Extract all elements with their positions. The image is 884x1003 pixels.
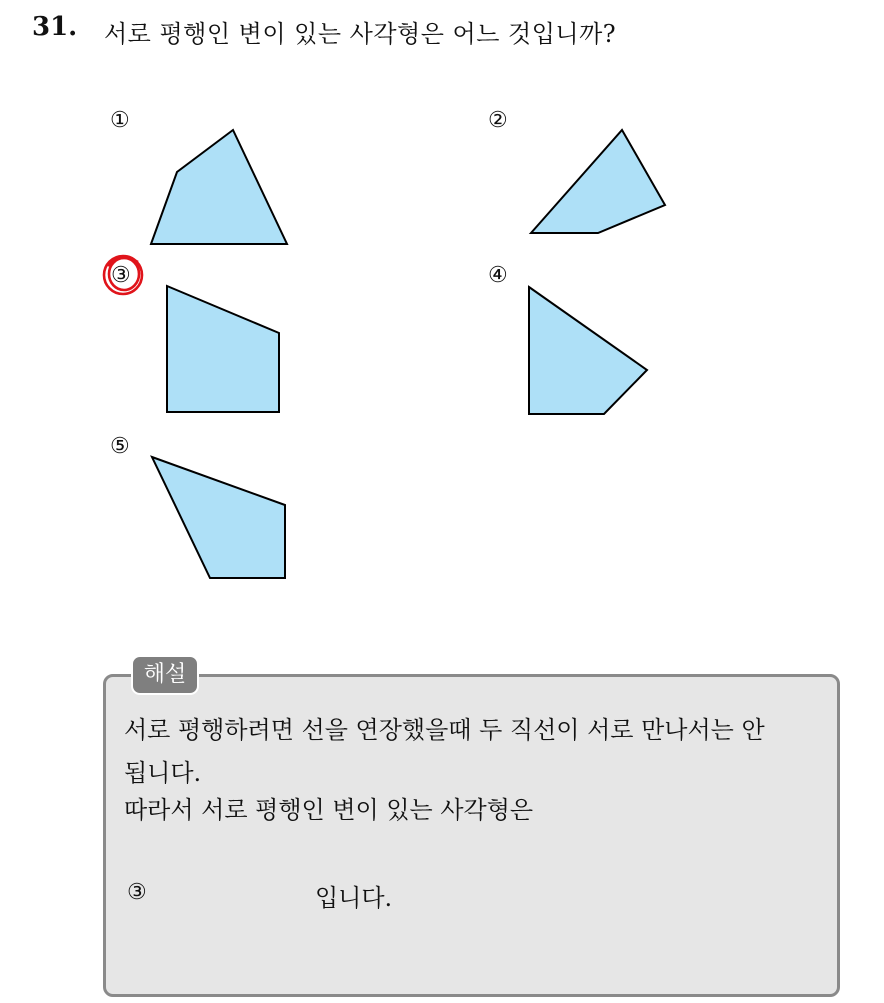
option-4-label[interactable]: ④ bbox=[488, 263, 508, 288]
explanation-line-1: 서로 평행하려면 선을 연장했을때 두 직선이 서로 만나서는 안 bbox=[124, 716, 765, 744]
explanation-line-2: 됩니다. bbox=[124, 759, 202, 787]
option-3-shape[interactable] bbox=[167, 286, 279, 412]
explanation-line-3: 따라서 서로 평행인 변이 있는 사각형은 bbox=[124, 796, 534, 824]
explanation-tag: 해설 bbox=[131, 655, 199, 695]
option-4-shape[interactable] bbox=[529, 287, 647, 414]
answer-label: ③ bbox=[127, 880, 147, 905]
option-5-shape[interactable] bbox=[152, 457, 285, 578]
option-5-label[interactable]: ⑤ bbox=[110, 434, 130, 459]
option-1-shape[interactable] bbox=[151, 130, 287, 244]
question-number: 31. bbox=[32, 12, 78, 42]
option-3-label[interactable]: ③ bbox=[111, 263, 131, 288]
answer-suffix: 입니다. bbox=[315, 884, 393, 912]
option-2-shape[interactable] bbox=[531, 130, 665, 233]
option-2-label[interactable]: ② bbox=[488, 108, 508, 133]
option-1-label[interactable]: ① bbox=[110, 108, 130, 133]
question-text: 서로 평행인 변이 있는 사각형은 어느 것입니까? bbox=[104, 20, 617, 48]
